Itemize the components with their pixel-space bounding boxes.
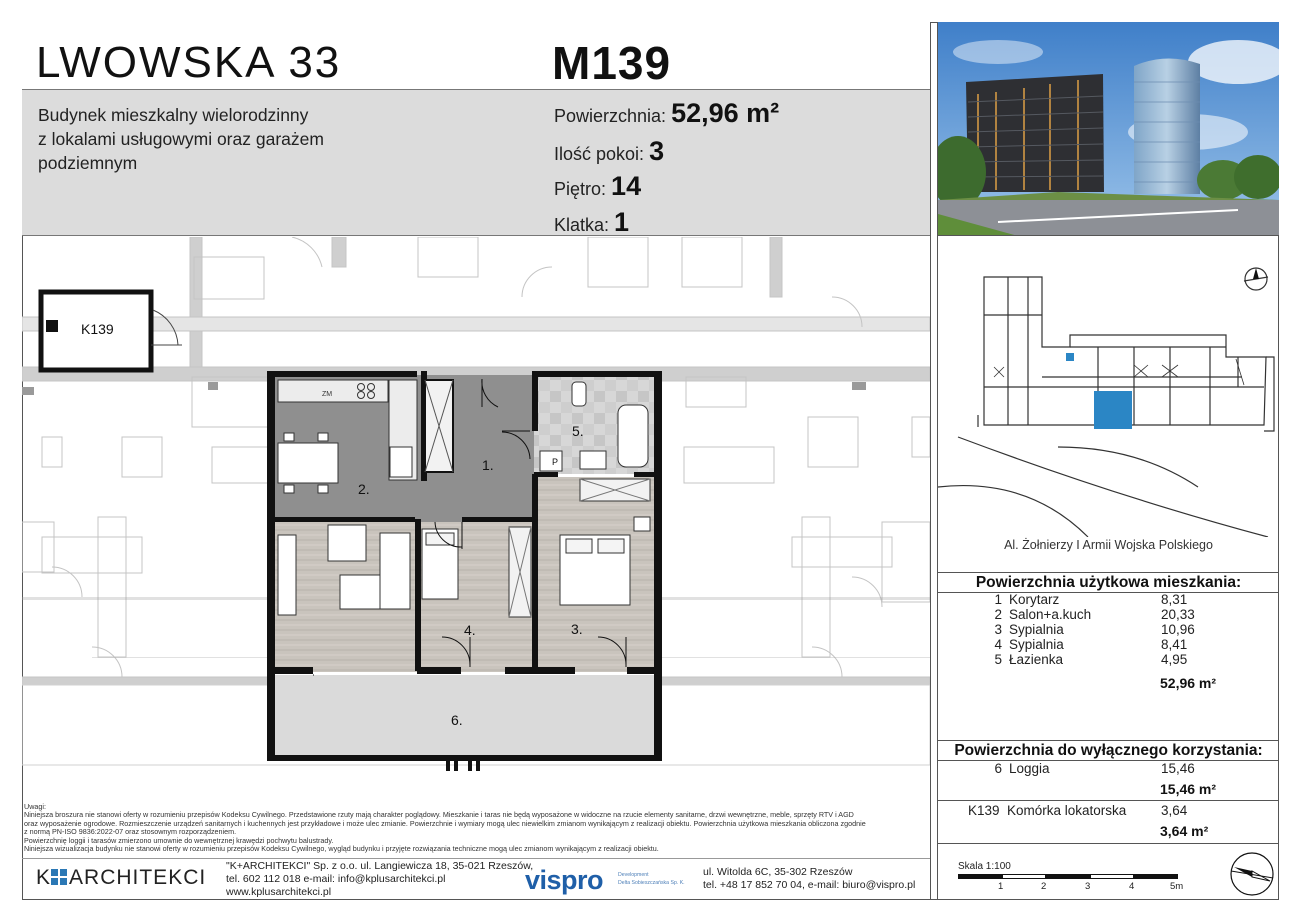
- scale-tick: 1: [998, 881, 1004, 892]
- room-name: Sypialnia: [1009, 622, 1064, 637]
- room-area: 15,46: [1161, 761, 1195, 776]
- exclusive-area-total: 15,46 m²: [1160, 781, 1217, 797]
- unit-code: M139: [552, 37, 672, 89]
- north-arrow-icon: [1244, 268, 1268, 290]
- row-number: 6: [994, 761, 1002, 776]
- storage-area: 3,64: [1161, 803, 1188, 818]
- building-description: [38, 103, 398, 175]
- footer-divider: [22, 858, 930, 859]
- table-row: [938, 637, 1279, 652]
- room-number-6: 6.: [451, 712, 463, 728]
- table-row: [938, 803, 1279, 818]
- rooms-label: Ilość pokoi:: [554, 144, 645, 164]
- table-divider: [938, 740, 1279, 741]
- room-number-5: 5.: [572, 423, 584, 439]
- fridge-label: ZM: [322, 391, 333, 398]
- room-name: Łazienka: [1009, 652, 1064, 667]
- storage-code: K139: [968, 803, 1000, 818]
- room-area: 8,41: [1161, 637, 1188, 652]
- notes-line: oraz wyposażenie ogrodowe. Rozmieszczenie urządzeń sanitarnych i kuchennych jest przykładowe i może ulec zmianie. Powierzchnie i wymiary mogą ulec niewielkim zmianom wynikającym z realizacji obiektu. Powierzchnia użytkowa mieszkania obliczona zgodnie: [24, 818, 866, 828]
- row-number: 1: [994, 592, 1002, 607]
- room-name: Korytarz: [1009, 592, 1060, 607]
- table-divider: [938, 843, 1279, 844]
- key-plan: [938, 237, 1279, 572]
- architect-logo-mark-icon: [51, 869, 67, 885]
- table-divider: [938, 572, 1279, 573]
- architect-logo-text: ARCHITEKCI: [69, 866, 207, 889]
- room-name: Sypialnia: [1009, 637, 1064, 652]
- area-param: [554, 98, 779, 129]
- table-row: [938, 592, 1279, 607]
- staircase-param: [554, 207, 629, 238]
- floor-plan: [22, 237, 930, 800]
- table-divider: [938, 800, 1279, 801]
- architect-phone-email: tel. 602 112 018 e-mail: info@kplusarchitekci.pl: [226, 873, 446, 885]
- row-number: 4: [994, 637, 1002, 652]
- description-line: z lokalami usługowymi oraz garażem: [38, 129, 324, 149]
- developer-logo-sub: [618, 871, 688, 887]
- scale-label: Skala 1:100: [958, 861, 1011, 872]
- room-number-4: 4.: [464, 622, 476, 638]
- staircase-value: 1: [614, 207, 630, 237]
- table-row: [938, 761, 1279, 776]
- exclusive-area-title: Powierzchnia do wyłącznego korzystania:: [954, 742, 1263, 759]
- table-row: [938, 607, 1279, 622]
- usable-area-total: 52,96 m²: [1160, 675, 1217, 691]
- room-name: Salon+a.kuch: [1009, 607, 1092, 622]
- storage-name: Komórka lokatorska: [1007, 803, 1127, 818]
- row-number: 5: [994, 652, 1002, 667]
- developer-sub-line: Development: [618, 872, 649, 878]
- area-label: Powierzchnia:: [554, 106, 667, 126]
- room-area: 8,31: [1161, 592, 1188, 607]
- developer-contact: [703, 866, 915, 892]
- table-row: [938, 652, 1279, 667]
- notes-line: z normą PN-ISO 9836:2022-07 oraz stosownym rozporządzeniem.: [24, 827, 237, 837]
- staircase-label: Klatka:: [554, 215, 610, 235]
- developer-logo-text: vispro: [525, 865, 604, 895]
- notes-line: Powierzchnię loggii i tarasów zmierzono umownie do wewnętrznej krawędzi pochwytu balustrady.: [24, 835, 334, 845]
- developer-logo: [525, 865, 685, 896]
- room-area: 20,33: [1161, 607, 1195, 622]
- compass-icon: [1225, 851, 1279, 897]
- architect-website: www.kplusarchitekci.pl: [226, 886, 332, 898]
- description-line: podziemnym: [38, 153, 138, 173]
- scale-tick: 3: [1085, 881, 1091, 892]
- rooms-param: [554, 136, 664, 167]
- notes-line: Niniejsza broszura nie stanowi oferty w rozumieniu przepisów Kodeksu Cywilnego. Przedstawione rzuty mają charakter poglądowy. Mieszkanie i taras nie będą wyposażone w widoczne na rzucie elementy sanitarne, drzwi wewnętrzne, meble, sprzęty RTV i AGD: [24, 810, 854, 820]
- floor-label: Piętro:: [554, 179, 607, 199]
- room-area: 10,96: [1161, 622, 1195, 637]
- floor-value: 14: [611, 171, 642, 201]
- description-line: Budynek mieszkalny wielorodzinny: [38, 105, 309, 125]
- notes: [24, 803, 928, 853]
- notes-line: Uwagi:: [24, 802, 46, 811]
- bath-p-label: P: [552, 457, 559, 467]
- room-area: 4,95: [1161, 652, 1188, 667]
- row-number: 3: [994, 622, 1002, 637]
- developer-sub-line: Delta Sobieszczańska Sp. K.: [618, 880, 685, 886]
- architect-logo: K ARCHITEKCI: [36, 866, 207, 889]
- scale-tick: 2: [1041, 881, 1047, 892]
- developer-address: ul. Witolda 6C, 35-302 Rzeszów: [703, 866, 853, 878]
- room-name: Loggia: [1009, 761, 1050, 776]
- scale-bar: [958, 874, 1180, 879]
- row-number: 2: [994, 607, 1002, 622]
- developer-phone-email: tel. +48 17 852 70 04, e-mail: biuro@vispro.pl: [703, 879, 916, 891]
- room-number-1: 1.: [482, 457, 494, 473]
- scale-tick: 5m: [1170, 881, 1184, 892]
- storage-area-total: 3,64 m²: [1160, 823, 1209, 839]
- building-visualization: [938, 22, 1279, 236]
- table-row: [938, 622, 1279, 637]
- usable-area-title: Powierzchnia użytkowa mieszkania:: [975, 574, 1242, 591]
- rooms-value: 3: [649, 136, 665, 166]
- project-title: LWOWSKA 33: [36, 38, 342, 87]
- architect-contact: [226, 860, 533, 899]
- storage-label: K139: [81, 321, 114, 337]
- area-value: 52,96 m²: [671, 98, 780, 128]
- scale-tick: 4: [1129, 881, 1135, 892]
- room-number-2: 2.: [358, 481, 370, 497]
- architect-address: "K+ARCHITEKCI" Sp. z o.o. ul. Langiewicza 18, 35-021 Rzeszów,: [226, 860, 534, 872]
- column-divider: [930, 22, 938, 900]
- room-number-3: 3.: [571, 621, 583, 637]
- street-name: Al. Żołnierzy I Armii Wojska Polskiego: [1004, 538, 1213, 552]
- notes-line: Niniejsza wizualizacja budynku nie stanowi oferty w rozumieniu przepisów Kodeksu Cywilnego, wygląd budynku i przyjęte rozwiązania techniczne mogą ulec zmianom wynikającym z realizacji obiektu.: [24, 844, 659, 854]
- floor-param: [554, 171, 641, 202]
